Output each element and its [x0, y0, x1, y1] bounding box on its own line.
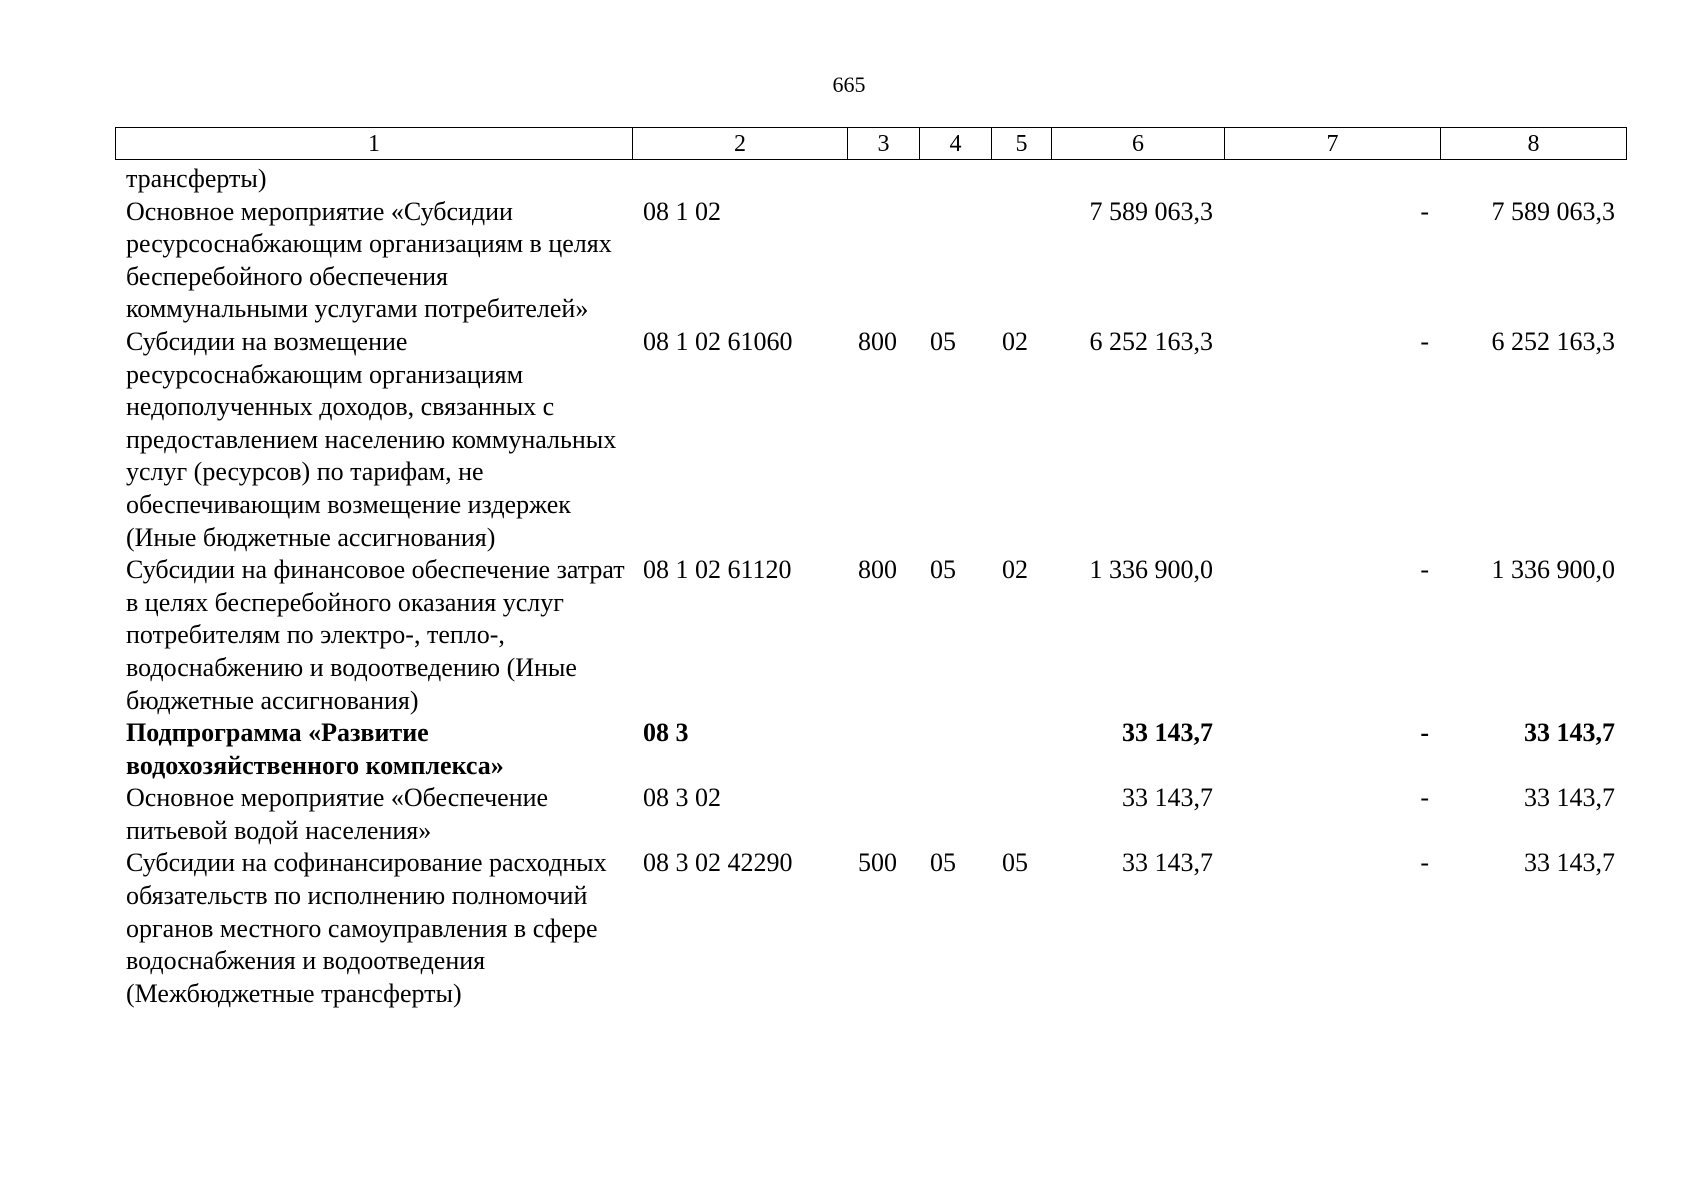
table-cell-col-3 — [847, 717, 919, 782]
table-cell-col-2: 08 1 02 61060 — [643, 326, 793, 356]
page-number: 665 — [832, 72, 866, 97]
table-cell-col-1: Субсидии на софинансирование расходных обязательств по исполнению полномочий органов местного самоуправления в сфере водоснабжения и водоотведения (Межбюджетные трансферты) — [126, 848, 607, 1008]
table-cell-col-2: 08 1 02 — [643, 196, 721, 226]
column-number-header — [115, 127, 1627, 160]
table-cell-col-6: 33 143,7 — [1122, 848, 1213, 878]
table-cell-col-5: 02 — [1002, 326, 1028, 356]
table-cell-col-1: Основное мероприятие «Субсидии ресурсоснабжающим организациям в целях бесперебойного обеспечения коммунальными услугами потребителей» — [126, 196, 612, 324]
budget-table-body — [115, 163, 1626, 1010]
table-cell-col-6 — [1051, 163, 1224, 196]
table-cell-col-4 — [919, 717, 991, 782]
table-cell-col-5 — [991, 782, 1051, 847]
header-row — [116, 128, 1627, 160]
table-cell-col-5 — [991, 163, 1051, 196]
table-cell-col-1: Основное мероприятие «Обеспечение питьевой водой населения» — [126, 783, 549, 845]
header-cell-1: 1 — [116, 128, 633, 160]
table-cell-col-3 — [847, 196, 919, 326]
table-cell-col-6: 33 143,7 — [1122, 783, 1213, 813]
table-cell-col-1: Подпрограмма «Развитие водохозяйственного комплекса» — [126, 718, 504, 780]
table-cell-col-6: 33 143,7 — [1122, 718, 1213, 748]
table-cell-col-3: 800 — [858, 555, 897, 585]
table-cell-col-5 — [991, 196, 1051, 326]
table-row — [115, 554, 1626, 717]
header-cell-4: 4 — [920, 128, 992, 160]
table-cell-col-3 — [847, 782, 919, 847]
table-cell-col-4: 05 — [930, 555, 956, 585]
header-cell-7: 7 — [1225, 128, 1441, 160]
table-row — [115, 326, 1626, 554]
table-cell-col-2: 08 3 02 42290 — [643, 848, 793, 878]
table-cell-col-8 — [1440, 163, 1626, 196]
table-cell-col-4 — [919, 163, 991, 196]
table-row — [115, 847, 1626, 1010]
table-cell-col-4: 05 — [930, 326, 956, 356]
table-cell-col-5: 05 — [1002, 848, 1028, 878]
table-cell-col-8: 1 336 900,0 — [1491, 555, 1615, 585]
header-cell-5: 5 — [992, 128, 1052, 160]
table-cell-col-3: 800 — [858, 326, 897, 356]
table-cell-col-1: Субсидии на возмещение ресурсоснабжающим организациям недополученных доходов, связанных с предоставлением населению коммунальных услуг (ресурсов) по тарифам, не обеспечивающим возмещение издержек (Иные бюджетные ассигнования) — [126, 326, 617, 552]
table-cell-col-4 — [919, 782, 991, 847]
table-cell-col-5 — [991, 717, 1051, 782]
table-cell-col-7: - — [1420, 848, 1429, 878]
table-cell-col-5: 02 — [1002, 555, 1028, 585]
table-cell-col-6: 1 336 900,0 — [1089, 555, 1213, 585]
table-cell-col-6: 7 589 063,3 — [1089, 196, 1213, 226]
table-cell-col-8: 6 252 163,3 — [1491, 326, 1615, 356]
table-cell-col-4 — [919, 196, 991, 326]
table-cell-col-2: 08 3 02 — [643, 783, 721, 813]
table-cell-col-7 — [1224, 163, 1440, 196]
table-cell-col-7: - — [1420, 555, 1429, 585]
table-cell-col-2 — [632, 163, 847, 196]
table-cell-col-7: - — [1420, 718, 1429, 748]
table-cell-col-7: - — [1420, 196, 1429, 226]
table-cell-col-3 — [847, 163, 919, 196]
header-cell-8: 8 — [1441, 128, 1627, 160]
table-cell-col-2: 08 3 — [643, 718, 689, 748]
table-row — [115, 782, 1626, 847]
table-row — [115, 196, 1626, 326]
table-cell-col-3: 500 — [858, 848, 897, 878]
table-row — [115, 163, 1626, 196]
table-cell-col-8: 33 143,7 — [1524, 783, 1615, 813]
table-cell-col-2: 08 1 02 61120 — [643, 555, 792, 585]
table-cell-col-1: трансферты) — [126, 164, 267, 193]
header-cell-3: 3 — [848, 128, 920, 160]
table-cell-col-8: 7 589 063,3 — [1491, 196, 1615, 226]
header-cell-6: 6 — [1052, 128, 1225, 160]
table-cell-col-8: 33 143,7 — [1524, 718, 1615, 748]
table-cell-col-7: - — [1420, 783, 1429, 813]
table-cell-col-4: 05 — [930, 848, 956, 878]
table-cell-col-6: 6 252 163,3 — [1089, 326, 1213, 356]
table-row — [115, 717, 1626, 782]
header-cell-2: 2 — [633, 128, 848, 160]
table-cell-col-7: - — [1420, 326, 1429, 356]
table-cell-col-1: Субсидии на финансовое обеспечение затрат в целях бесперебойного оказания услуг потребителям по электро-, тепло-, водоснабжению и водоотведению (Иные бюджетные ассигнования) — [126, 555, 625, 715]
table-cell-col-8: 33 143,7 — [1524, 848, 1615, 878]
